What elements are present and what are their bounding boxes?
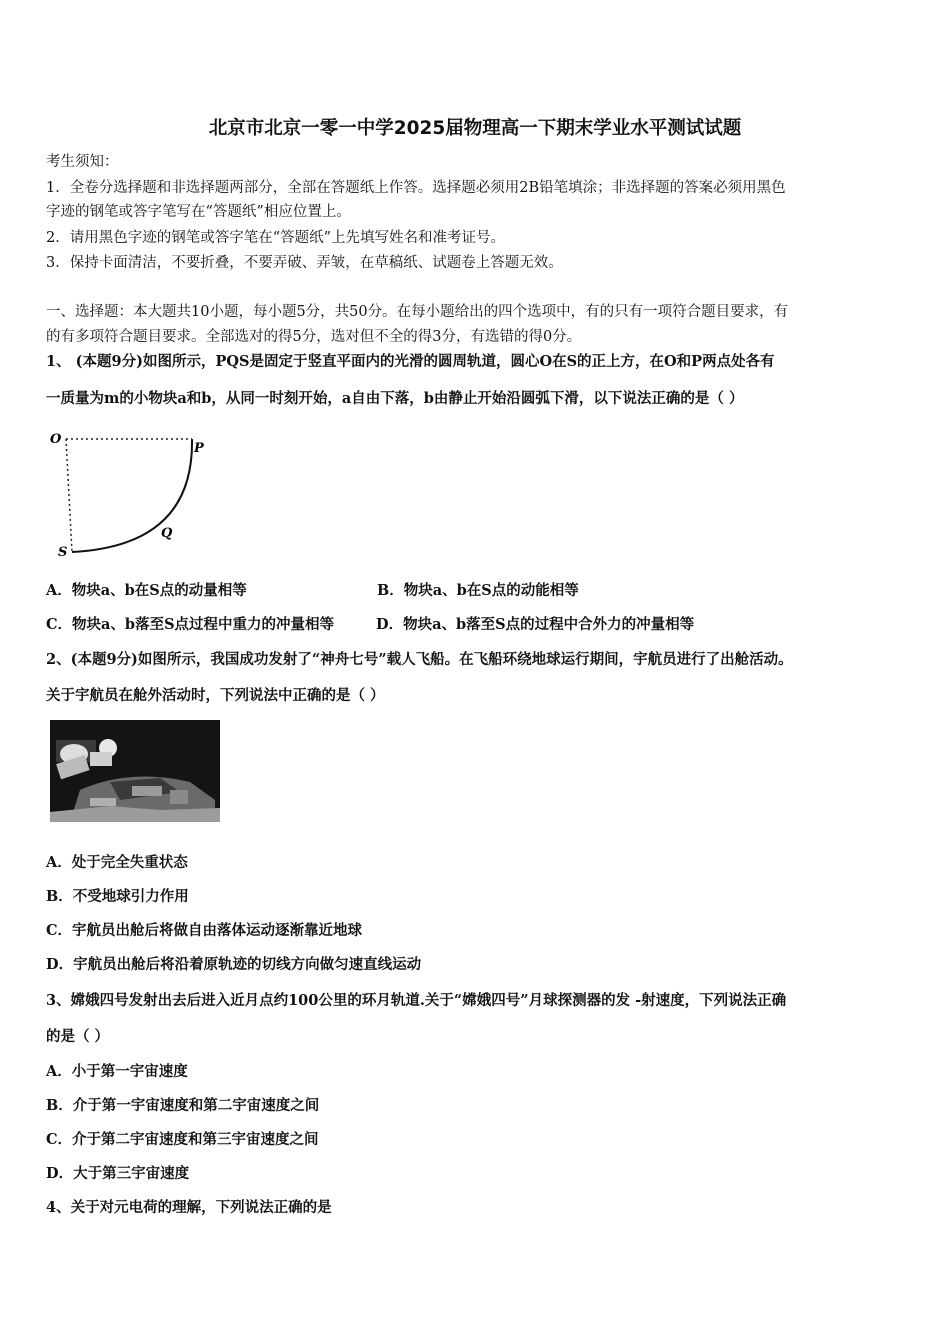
section-instruction: 的有多项符合题目要求。全部选对的得5分，选对但不全的得3分，有选错的得0分。 [46,329,582,345]
section-instruction: 一、选择题：本大题共10小题，每小题5分，共50分。在每小题给出的四个选项中，有的只有一项符合题目要求，有 [46,304,789,320]
question-1-stem: 一质量为m的小物块a和b，从同一时刻开始，a自由下落，b由静止开始沿圆弧下滑，以下说法正确的是（ ） [46,390,744,407]
dashed-line-os [66,439,72,552]
astronaut-spacewalk-photo [50,720,220,822]
notice-item: 2．请用黑色字迹的钢笔或答字笔在“答题纸”上先填写姓名和准考证号。 [46,230,506,246]
page-title: 北京市北京一零一中学2025届物理高一下期末学业水平测试试题 [208,118,742,139]
option-b: B．物块a、b在S点的动能相等 [377,582,579,599]
question-3-stem: 3、嫦娥四号发射出去后进入近月点约100公里的环月轨道.关于“嫦娥四号”月球探测器的发 -射速度，下列说法正确 [46,992,787,1009]
notice-item: 1．全卷分选择题和非选择题两部分，全部在答题纸上作答。选择题必须用2B铅笔填涂；非选择题的答案必须用黑色 [46,180,786,196]
option-c: C．介于第二宇宙速度和第三宇宙速度之间 [46,1131,319,1148]
option-c: C．物块a、b落至S点过程中重力的冲量相等 [46,616,335,633]
option-d: D．大于第三宇宙速度 [46,1165,190,1182]
notice-item: 字迹的钢笔或答字笔写在“答题纸”相应位置上。 [46,204,351,220]
label-o: O [50,432,62,447]
question-2-stem: 关于宇航员在舱外活动时，下列说法中正确的是（ ） [46,687,385,704]
notice-heading: 考生须知： [46,154,119,170]
option-a: A．处于完全失重状态 [46,854,188,871]
label-s: S [58,545,68,560]
circular-track-figure [44,428,214,563]
option-a: A．小于第一宇宙速度 [46,1063,188,1080]
option-d: D．物块a、b落至S点的过程中合外力的冲量相等 [376,616,695,633]
option-c: C．宇航员出舱后将做自由落体运动逐渐靠近地球 [46,922,363,939]
label-p: P [194,441,204,456]
notice-item: 3．保持卡面清洁，不要折叠，不要弄破、弄皱，在草稿纸、试题卷上答题无效。 [46,255,563,271]
option-b: B．不受地球引力作用 [46,888,189,905]
option-b: B．介于第一宇宙速度和第二宇宙速度之间 [46,1097,320,1114]
option-a: A．物块a、b在S点的动量相等 [46,582,247,599]
option-d: D．宇航员出舱后将沿着原轨迹的切线方向做匀速直线运动 [46,956,422,973]
question-1-stem: 1、 (本题9分)如图所示，PQS是固定于竖直平面内的光滑的圆周轨道，圆心O在S的正上方，在O和P两点处各有 [46,353,775,370]
arc-track [72,439,192,552]
question-3-stem: 的是（ ） [46,1028,110,1045]
question-2-stem: 2、(本题9分)如图所示，我国成功发射了“神舟七号”载人飞船。在飞船环绕地球运行期间，宇航员进行了出舱活动。 [46,651,793,668]
question-4-stem: 4、关于对元电荷的理解，下列说法正确的是 [46,1199,332,1216]
label-q: Q [161,526,173,541]
